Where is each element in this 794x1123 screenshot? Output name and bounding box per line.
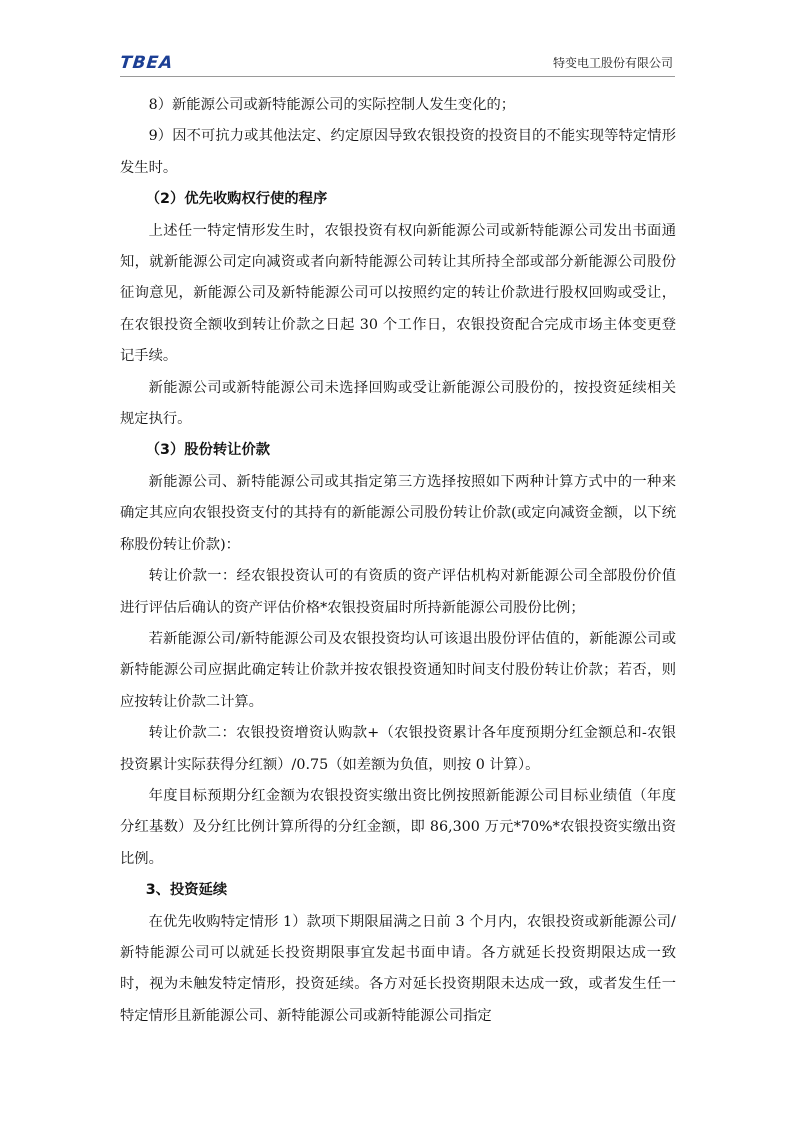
paragraph: 转让价款一：经农银投资认可的有资质的资产评估机构对新能源公司全部股份价值进行评估后确认的资产评估价格*农银投资届时所持新能源公司股份比例； [120,568,676,616]
paragraph: 若新能源公司/新特能源公司及农银投资均认可该退出股份评估值的，新能源公司或新特能源公司应据此确定转让价款并按农银投资通知时间支付股份转让价款；若否，则应按转让价款二计算。 [120,630,676,710]
section-heading-investment-extension: 3、投资延续 [145,882,228,899]
paragraph: 年度目标预期分红金额为农银投资实缴出资比例按照新能源公司目标业绩值（年度分红基数）及分红比例计算所得的分红金额，即 86,300 万元*70%*农银投资实缴出资比例。 [120,787,676,867]
company-name: 特变电工股份有限公司 [552,56,673,70]
company-logo: TBEA [118,53,175,73]
paragraph: 转让价款二：农银投资增资认购款+（农银投资累计各年度预期分红金额总和-农银投资累计实际获得分红额）/0.75（如差额为负值，则按 0 计算）。 [120,725,676,773]
paragraph: 上述任一特定情形发生时，农银投资有权向新能源公司或新特能源公司发出书面通知，就新能源公司定向减资或者向新特能源公司转让其所持全部或部分新能源公司股份征询意见，新能源公司及新特能源公司可以按照约定的转让价款进行股权回购或受让，在农银投资全额收到转让价款之日起 30 个工作日，农银投资配合完成市场主体变更登记手续。 [120,222,676,365]
document-body [120,90,676,1032]
section-heading-exercise-procedure: （2）优先收购权行使的程序 [145,191,328,208]
paragraph: 新能源公司、新特能源公司或其指定第三方选择按照如下两种计算方式中的一种来确定其应向农银投资支付的其持有的新能源公司股份转让价款(或定向减资金额，以下统称股份转让价款)： [120,473,676,553]
section-heading-transfer-price: （3）股份转让价款 [145,442,271,459]
paragraph: 新能源公司或新特能源公司未选择回购或受让新能源公司股份的，按投资延续相关规定执行。 [120,379,676,428]
page-header [120,52,675,77]
paragraph: 在优先收购特定情形 1）款项下期限届满之日前 3 个月内，农银投资或新能源公司/新特能源公司可以就延长投资期限事宜发起书面申请。各方就延长投资期限达成一致时，视为未触发特定情形，投资延续。各方对延长投资期限未达成一致，或者发生任一特定情形且新能源公司、新特能源公司或新特能源公司指定 [120,913,676,1024]
list-item-8: 8）新能源公司或新特能源公司的实际控制人发生变化的； [148,97,516,113]
list-item-9: 9）因不可抗力或其他法定、约定原因导致农银投资的投资目的不能实现等特定情形发生时。 [120,128,676,176]
